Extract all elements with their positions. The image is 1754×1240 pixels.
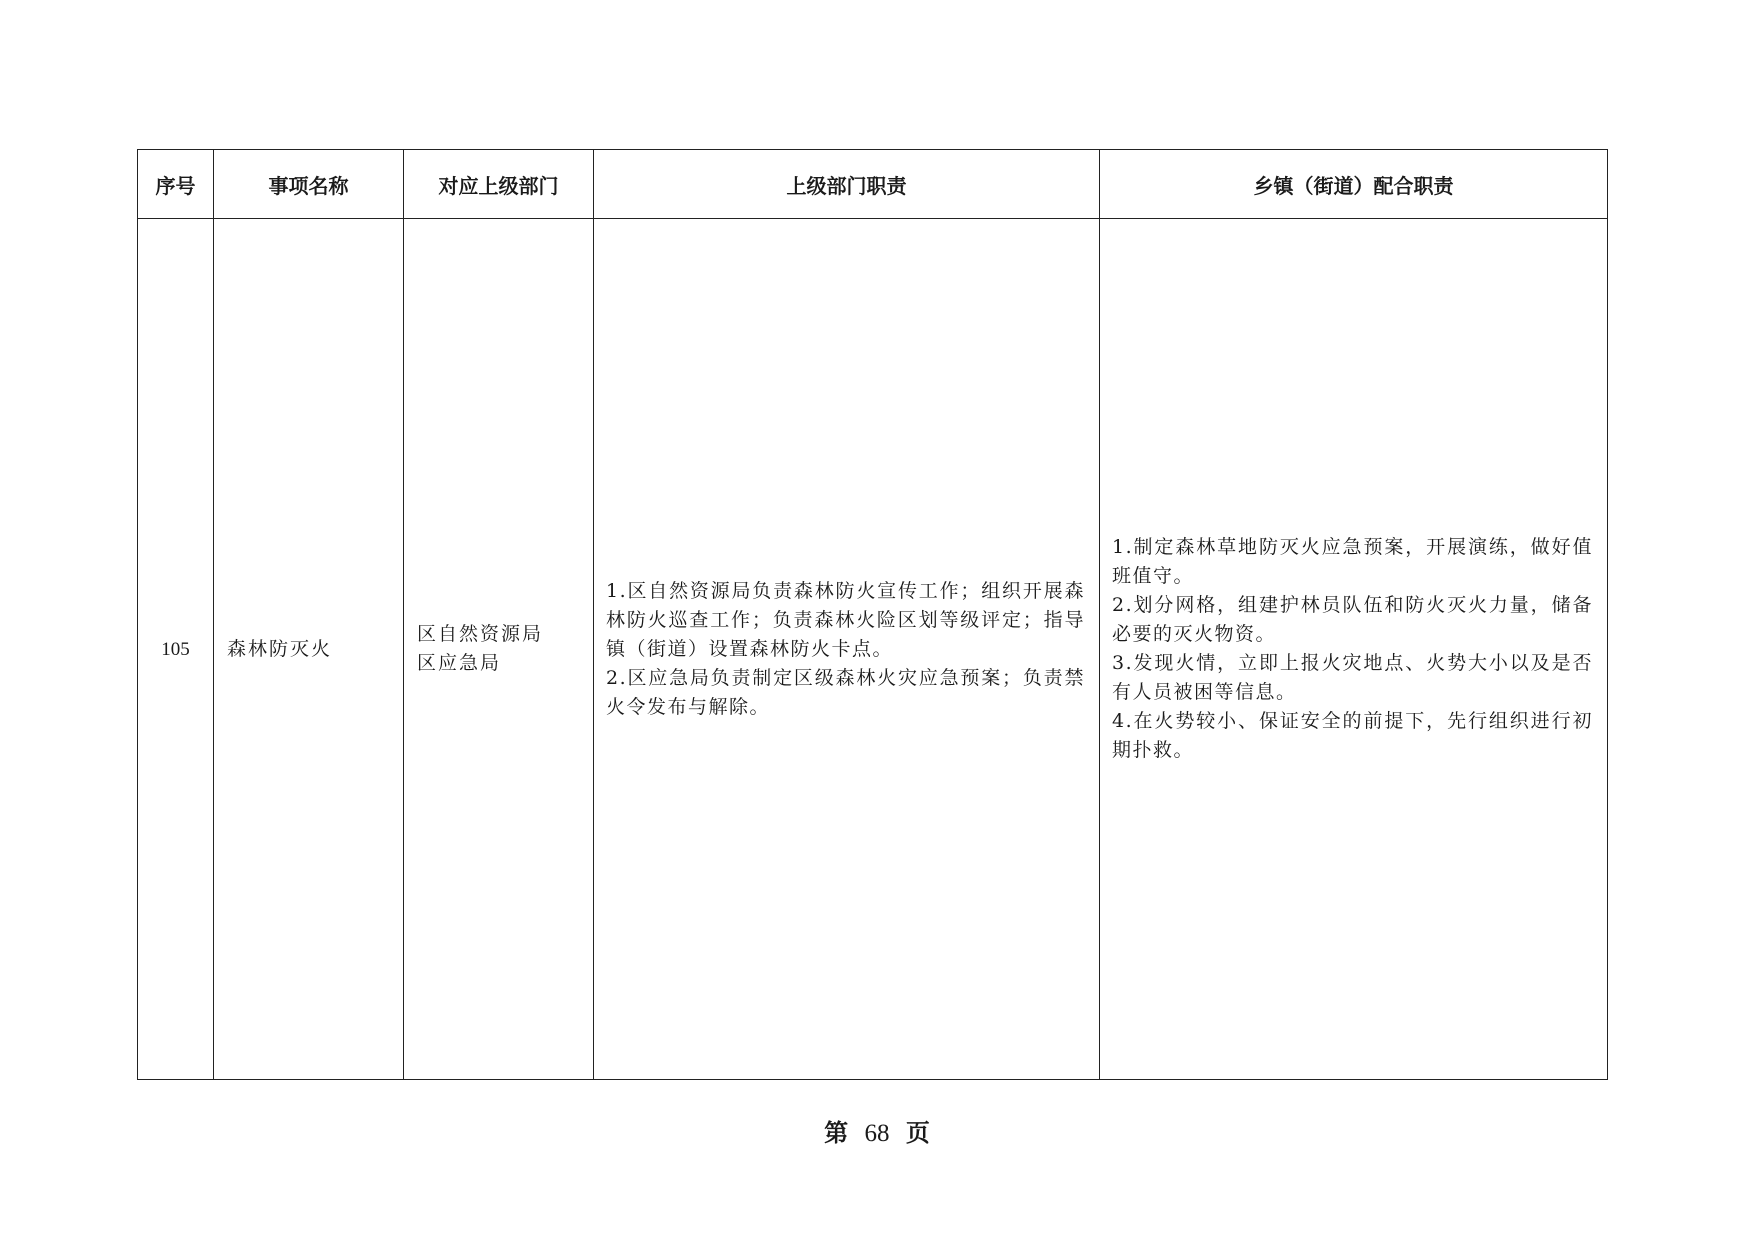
row-town-coop-duty [1100,219,1608,1080]
duty-paragraph: 1.区自然资源局负责森林防火宣传工作；组织开展森林防火巡查工作；负责森林火险区划等级评定；指导镇（街道）设置森林防火卡点。 [606,579,1085,660]
header-item-name: 事项名称 [214,150,404,219]
coop-paragraph: 4.在火势较小、保证安全的前提下，先行组织进行初期扑救。 [1112,710,1593,761]
header-town-coop-duty: 乡镇（街道）配合职责 [1100,150,1608,219]
header-superior-dept: 对应上级部门 [404,150,594,219]
dept-line: 区应急局 [417,652,502,674]
page-number: 68 [864,1120,890,1147]
page-footer-prefix: 第 [824,1118,849,1147]
row-item-name: 森林防灭火 [214,219,404,1080]
coop-paragraph: 1.制定森林草地防灭火应急预案，开展演练，做好值班值守。 [1112,536,1593,587]
page-footer [0,1113,1754,1148]
dept-line: 区自然资源局 [417,623,544,645]
coop-paragraph: 2.划分网格，组建护林员队伍和防火灭火力量，储备必要的灭火物资。 [1112,594,1593,645]
header-superior-duty: 上级部门职责 [594,150,1100,219]
row-superior-dept [404,219,594,1080]
header-no: 序号 [138,150,214,219]
table-header-row [138,150,1608,219]
table-row [138,219,1608,1080]
row-no: 105 [138,219,214,1080]
coop-paragraph: 3.发现火情，立即上报火灾地点、火势大小以及是否有人员被困等信息。 [1112,652,1593,703]
row-superior-duty [594,219,1100,1080]
duty-table [137,149,1608,1080]
page-footer-suffix: 页 [905,1118,930,1147]
duty-paragraph: 2.区应急局负责制定区级森林火灾应急预案；负责禁火令发布与解除。 [606,666,1085,718]
